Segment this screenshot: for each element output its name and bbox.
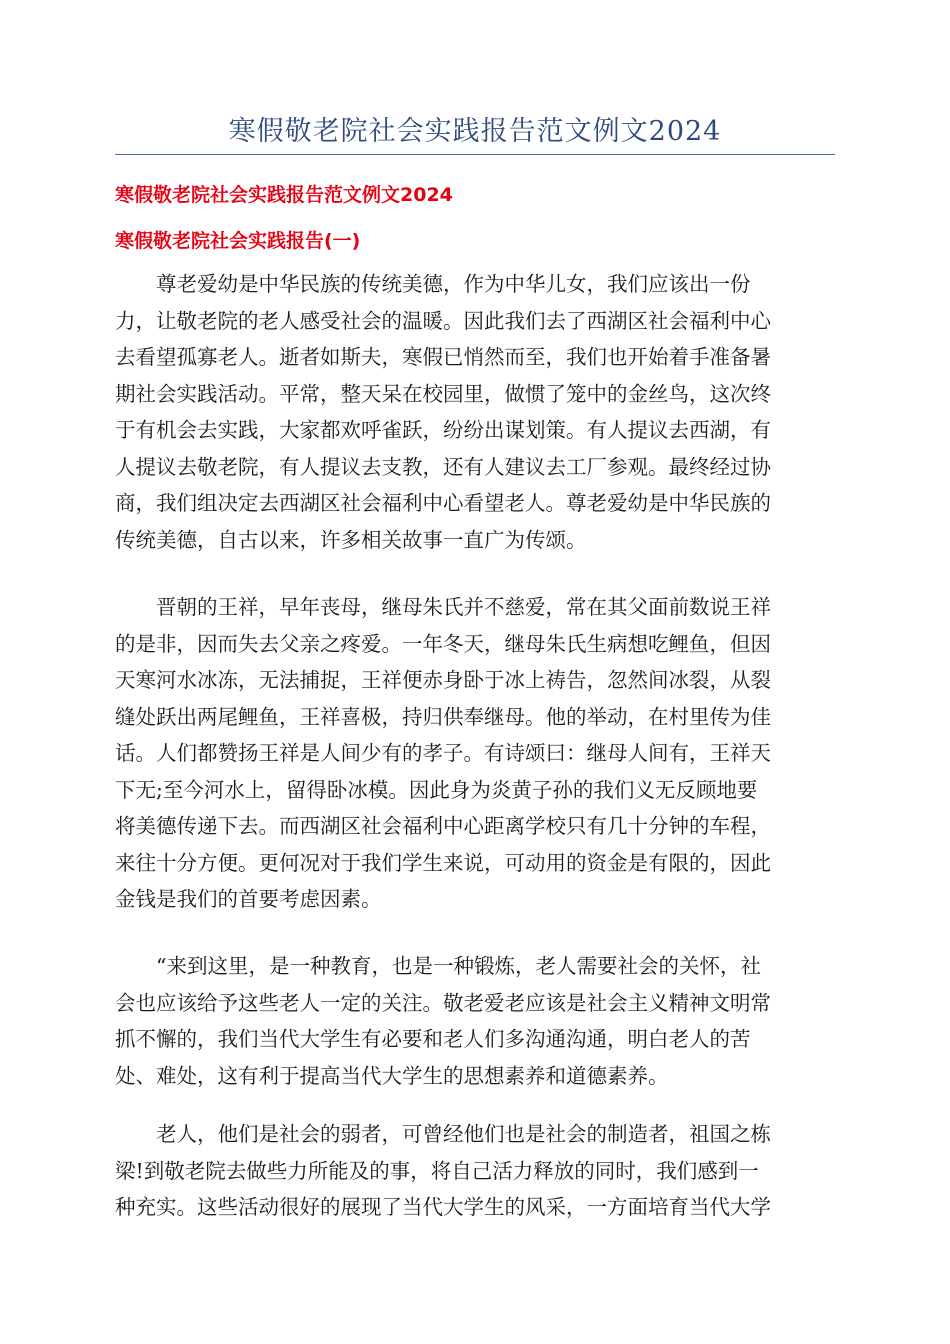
paragraph-3 bbox=[115, 948, 829, 1094]
paragraph-line: 将美德传递下去。而西湖区社会福利中心距离学校只有几十分钟的车程， bbox=[115, 814, 771, 838]
paragraph-line: 力，让敬老院的老人感受社会的温暖。因此我们去了西湖区社会福利中心 bbox=[115, 308, 771, 333]
paragraph-line: 尊老爱幼是中华民族的传统美德，作为中华儿女，我们应该出一份 bbox=[115, 272, 751, 296]
paragraph-line: 天寒河水冰冻，无法捕捉，王祥便赤身卧于冰上祷告，忽然间冰裂，从裂 bbox=[115, 668, 771, 692]
paragraph-line: 种充实。这些活动很好的展现了当代大学生的风采，一方面培育当代大学 bbox=[115, 1195, 771, 1219]
paragraph-line: 去看望孤寡老人。逝者如斯夫，寒假已悄然而至，我们也开始着手准备暑 bbox=[115, 345, 771, 369]
paragraph-line: 缝处跃出两尾鲤鱼，王祥喜极，持归供奉继母。他的举动，在村里传为佳 bbox=[115, 704, 771, 729]
paragraph-line: 抓不懈的，我们当代大学生有必要和老人们多沟通沟通，明白老人的苦 bbox=[115, 1027, 751, 1051]
paragraph-line: 来往十分方便。更何况对于我们学生来说，可动用的资金是有限的，因此 bbox=[115, 850, 771, 875]
paragraph-line: 传统美德，自古以来，许多相关故事一直广为传颂。 bbox=[115, 527, 587, 552]
paragraph-line: 晋朝的王祥，早年丧母，继母朱氏并不慈爱，常在其父面前数说王祥 bbox=[115, 595, 771, 619]
paragraph-line: 会也应该给予这些老人一定的关注。敬老爱老应该是社会主义精神文明常 bbox=[115, 990, 771, 1015]
document-title: 寒假敬老院社会实践报告范文例文2024 bbox=[228, 116, 722, 147]
paragraph-line: 话。人们都赞扬王祥是人间少有的孝子。有诗颂曰：继母人间有，王祥天 bbox=[115, 741, 771, 765]
paragraph-1 bbox=[115, 266, 829, 558]
paragraph-line: 于有机会去实践，大家都欢呼雀跃，纷纷出谋划策。有人提议去西湖，有 bbox=[115, 418, 771, 442]
title-underline bbox=[115, 154, 835, 155]
paragraph-line: 老人，他们是社会的弱者，可曾经他们也是社会的制造者，祖国之栋 bbox=[115, 1122, 771, 1146]
paragraph-line: 期社会实践活动。平常，整天呆在校园里，做惯了笼中的金丝鸟，这次终 bbox=[115, 381, 771, 406]
paragraph-line: 梁!到敬老院去做些力所能及的事，将自己活力释放的同时，我们感到一 bbox=[115, 1158, 759, 1183]
paragraph-line: 商，我们组决定去西湖区社会福利中心看望老人。尊老爱幼是中华民族的 bbox=[115, 491, 771, 515]
section-heading: 寒假敬老院社会实践报告(一) bbox=[115, 230, 361, 252]
paragraph-2 bbox=[115, 589, 829, 918]
paragraph-line: “来到这里，是一种教育，也是一种锻炼，老人需要社会的关怀，社 bbox=[115, 954, 761, 978]
paragraph-line: 人提议去敬老院，有人提议去支教，还有人建议去工厂参观。最终经过协 bbox=[115, 454, 771, 479]
paragraph-line: 的是非，因而失去父亲之疼爱。一年冬天，继母朱氏生病想吃鲤鱼，但因 bbox=[115, 631, 771, 656]
paragraph-line: 金钱是我们的首要考虑因素。 bbox=[115, 887, 382, 911]
main-heading: 寒假敬老院社会实践报告范文例文2024 bbox=[115, 184, 453, 206]
paragraph-line: 下无;至今河水上，留得卧冰模。因此身为炎黄子孙的我们义无反顾地要 bbox=[115, 777, 758, 802]
paragraph-4 bbox=[115, 1116, 829, 1226]
paragraph-line: 处、难处，这有利于提高当代大学生的思想素养和道德素养。 bbox=[115, 1063, 669, 1088]
